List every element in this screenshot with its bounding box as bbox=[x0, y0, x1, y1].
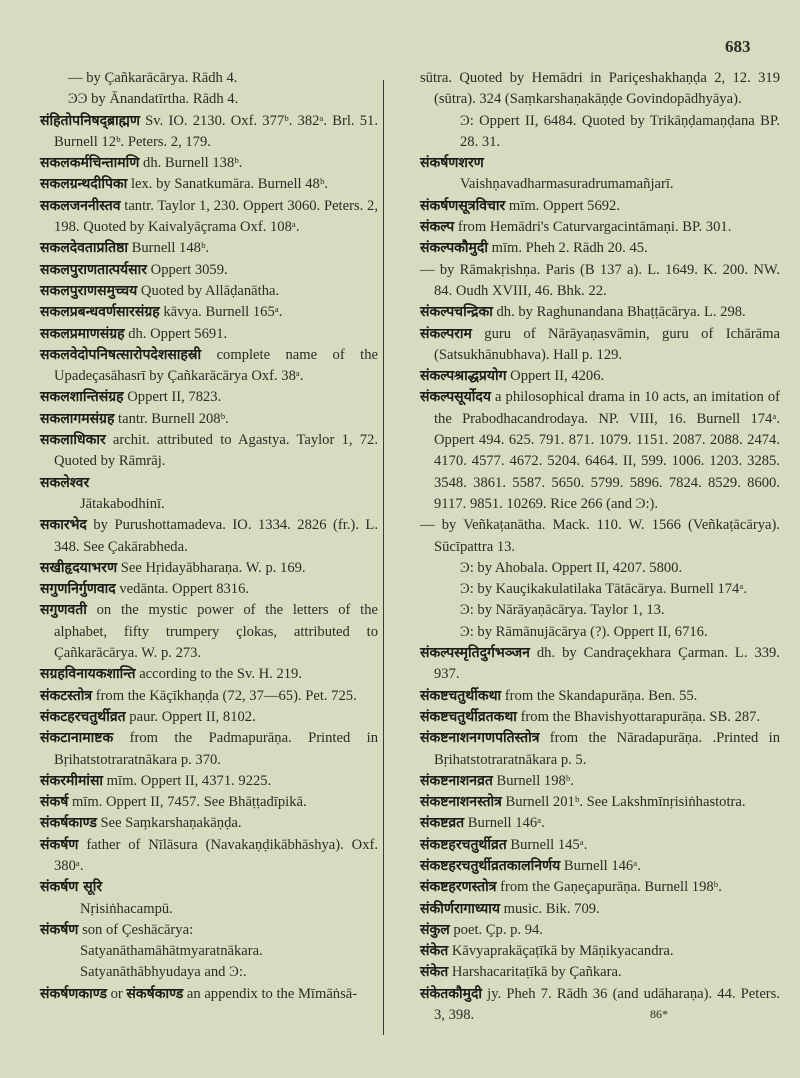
catalogue-entry bbox=[40, 835, 378, 878]
entry-headword: संकल्पराम bbox=[420, 325, 472, 342]
entry-headword: संकष्टव्रत bbox=[420, 815, 465, 832]
entry-subline: Ͽ: by Kauçikakulatilaka Tātācārya. Burnell 174ᵃ. bbox=[460, 581, 747, 598]
entry-headword: सकलेश्वर bbox=[40, 474, 90, 491]
catalogue-entry bbox=[40, 196, 378, 239]
entry-text: Harshacaritaṭīkā by Çañkara. bbox=[448, 964, 622, 981]
entry-text: paur. Oppert II, 8102. bbox=[125, 708, 256, 725]
entry-headword: सकलागमसंग्रह bbox=[40, 410, 115, 427]
catalogue-entry bbox=[40, 792, 378, 813]
entry-headword: संकष्टहरचतुर्थीव्रतकालनिर्णय bbox=[420, 857, 561, 874]
catalogue-entry bbox=[40, 89, 378, 110]
catalogue-entry bbox=[420, 962, 780, 983]
entry-headword: सकलाधिकार bbox=[40, 432, 106, 449]
entry-text: Burnell 148ᵇ. bbox=[127, 240, 210, 257]
catalogue-entry bbox=[40, 515, 378, 558]
catalogue-entry bbox=[40, 260, 378, 281]
catalogue-entry bbox=[40, 430, 378, 473]
left-column bbox=[40, 68, 378, 1005]
entry-subline: Vaishṇavadharmasuradrumamañjarī. bbox=[460, 176, 674, 193]
entry-subline: Ͽ: by Ahobala. Oppert II, 4207. 5800. bbox=[460, 559, 683, 576]
entry-headword: सगुणवती bbox=[40, 602, 87, 619]
entry-headword: संकल्पकौमुदी bbox=[420, 240, 488, 257]
catalogue-entry bbox=[40, 473, 378, 494]
catalogue-entry bbox=[40, 111, 378, 154]
entry-subline: Satyanāthābhyudaya and Ͽ:. bbox=[80, 964, 247, 981]
catalogue-entry bbox=[40, 920, 378, 941]
catalogue-entry bbox=[40, 877, 378, 898]
catalogue-entry bbox=[420, 899, 780, 920]
entry-headword: संहितोपनिषद्ब्राह्मण bbox=[40, 112, 140, 129]
catalogue-entry bbox=[40, 302, 378, 323]
entry-headword-alt: संकर्षकाण्ड bbox=[126, 985, 184, 1002]
catalogue-entry bbox=[420, 792, 780, 813]
entry-text: Kāvyaprakāçaṭīkā by Māṇikyacandra. bbox=[448, 943, 674, 960]
catalogue-entry bbox=[40, 174, 378, 195]
entry-text: Sv. IO. 2130. Oxf. 377ᵇ. 382ᵃ. Brl. 51. Burnell 12ᵇ. Peters. 2, 179. bbox=[54, 112, 378, 150]
entry-headword: सगुणनिर्गुणवाद bbox=[40, 581, 116, 598]
catalogue-entry bbox=[420, 515, 780, 558]
entry-headword: संकीर्णरागाध्याय bbox=[420, 900, 500, 917]
entry-text: from the Kāçīkhaṇḍa (72, 37—65). Pet. 725. bbox=[92, 687, 357, 704]
entry-headword: संकर्षण bbox=[40, 836, 79, 853]
catalogue-entry bbox=[40, 345, 378, 388]
entry-text: dh. Oppert 5691. bbox=[124, 325, 228, 342]
entry-headword: सकलकर्मचिन्तामणि bbox=[40, 155, 140, 172]
entry-headword: संकटस्तोत्र bbox=[40, 687, 93, 704]
entry-text: mīm. Pheh 2. Rādh 20. 45. bbox=[487, 240, 648, 257]
entry-text: Burnell 146ᵃ. bbox=[560, 857, 641, 874]
entry-headword: संकष्टचतुर्थीकथा bbox=[420, 687, 502, 704]
catalogue-entry bbox=[420, 941, 780, 962]
entry-text: from the Skandapurāṇa. Ben. 55. bbox=[501, 687, 698, 704]
entry-headword: सकलपुराणतात्पर्यसार bbox=[40, 261, 147, 278]
entry-headword: संकर्षणकाण्ड bbox=[40, 985, 107, 1002]
entry-headword: सग्रहविनायकशान्ति bbox=[40, 666, 136, 683]
entry-text: Burnell 145ᵃ. bbox=[506, 836, 588, 853]
catalogue-entry bbox=[420, 153, 780, 174]
entry-text: son of Çeshācārya: bbox=[78, 921, 194, 938]
entry-headword: सकलदेवताप्रतिष्ठा bbox=[40, 240, 128, 257]
entry-text: kāvya. Burnell 165ᵃ. bbox=[159, 304, 283, 321]
catalogue-entry bbox=[40, 984, 378, 1005]
entry-headword: संकल्प bbox=[420, 219, 455, 236]
catalogue-entry bbox=[420, 686, 780, 707]
entry-text: dh. by Candraçekhara Çarman. L. 339. 937. bbox=[434, 645, 780, 683]
entry-text: Quoted by Allāḍanātha. bbox=[137, 282, 280, 299]
catalogue-entry bbox=[40, 281, 378, 302]
entry-subline: Ͽ: Oppert II, 6484. Quoted by Trikāṇḍamaṇḍana BP. 28. 31. bbox=[460, 112, 780, 150]
catalogue-entry bbox=[40, 813, 378, 834]
entry-text: father of Nīlāsura (Navakaṇḍikābhāshya). Oxf. 380ᵃ. bbox=[54, 836, 378, 874]
entry-headword: सकलप्रमाणसंग्रह bbox=[40, 325, 125, 342]
entry-subline: Satyanāthamāhātmyaratnākara. bbox=[80, 943, 263, 960]
catalogue-entry bbox=[40, 707, 378, 728]
entry-headword: सकलग्रन्थदीपिका bbox=[40, 176, 128, 193]
entry-text: See Saṃkarshaṇakāṇḍa. bbox=[96, 815, 242, 832]
catalogue-entry bbox=[40, 68, 378, 89]
entry-text: according to the Sv. H. 219. bbox=[135, 666, 302, 683]
catalogue-entry bbox=[420, 984, 780, 1027]
entry-headword: संकेत bbox=[420, 943, 449, 960]
catalogue-entry bbox=[420, 238, 780, 259]
catalogue-entry bbox=[420, 643, 780, 686]
entry-headword: संकष्टहरचतुर्थीव्रत bbox=[420, 836, 507, 853]
catalogue-entry bbox=[420, 771, 780, 792]
page-number: 683 bbox=[725, 37, 751, 56]
entry-headword: संकर्षकाण्ड bbox=[40, 815, 97, 832]
entry-headword: संकेतकौमुदी bbox=[420, 985, 483, 1002]
entry-text: sūtra. Quoted by Hemādri in Pariçeshakhaṇḍa 2, 12. 319 (sūtra). 324 (Saṃkarshaṇakāṇḍe Govindopādhyāya). bbox=[420, 70, 780, 108]
catalogue-entry bbox=[40, 579, 378, 600]
entry-text: a philosophical drama in 10 acts, an imitation of the Prabodhacandrodaya. NP. VIII, 16. Burnell 174ᵃ. Oppert 494. 625. 791. 871. 1079. 1151. 2087. 2088. 2474. 4170. 4577. 4672. 5204. 6464. II, 599. 1006. 1203. 3285. 3548. 3861. 5587. 5650. 5799. 5896. 7824. 8529. 8600. 9117. 9851. 10269. Rice 266 (and Ͽ:). bbox=[434, 389, 780, 512]
catalogue-entry bbox=[420, 856, 780, 877]
entry-text: vedānta. Oppert 8316. bbox=[115, 581, 250, 598]
catalogue-entry bbox=[40, 664, 378, 685]
entry-headword: संकर्षणसूत्रविचार bbox=[420, 197, 506, 214]
entry-headword: संकष्टनाशनगणपतिस्तोत्र bbox=[420, 730, 540, 747]
entry-text: Burnell 198ᵇ. bbox=[492, 772, 574, 789]
entry-text: Oppert 3059. bbox=[147, 261, 228, 278]
entry-headword: संकष्टहरणस्तोत्र bbox=[420, 879, 497, 896]
catalogue-entry bbox=[420, 877, 780, 898]
entry-headword: सखीहृदयाभरण bbox=[40, 559, 118, 576]
entry-text: mīm. Oppert 5692. bbox=[505, 197, 620, 214]
entry-headword: सकलपुराणसमुच्चय bbox=[40, 282, 138, 299]
entry-text: Oppert II, 4206. bbox=[506, 368, 605, 385]
entry-headword: संकर्षण bbox=[40, 921, 79, 938]
catalogue-entry bbox=[40, 409, 378, 430]
catalogue-entry bbox=[420, 728, 780, 771]
entry-subline: Jātakabodhinī. bbox=[80, 495, 165, 512]
catalogue-entry bbox=[420, 260, 780, 303]
catalogue-entry bbox=[420, 387, 780, 515]
entry-headword: संकल्पसूर्योदय bbox=[420, 389, 491, 406]
catalogue-entry bbox=[420, 217, 780, 238]
entry-text: Burnell 201ᵇ. See Lakshmīnṛisiṅhastotra. bbox=[501, 794, 746, 811]
entry-subline: Nṛisiṅhacampū. bbox=[80, 900, 173, 917]
catalogue-entry bbox=[420, 68, 780, 111]
entry-text: guru of Nārāyaṇasvāmin, guru of Ichārāma (Satsukhānubhava). Hall p. 129. bbox=[434, 325, 780, 363]
entry-text: music. Bik. 709. bbox=[499, 900, 600, 917]
entry-text: tantr. Taylor 1, 230. Oppert 3060. Peters. 2, 198. Quoted by Kaivalyāçrama Oxf. 108ᵃ. bbox=[54, 197, 378, 236]
entry-headword: संकुल bbox=[420, 921, 450, 938]
catalogue-entry bbox=[420, 302, 780, 323]
entry-text: — by Rāmakṛishṇa. Paris (B 137 a). L. 1649. K. 200. NW. 84. Oudh XVIII, 46. Bhk. 22. bbox=[420, 261, 780, 299]
entry-text: mīm. Oppert II, 7457. See Bhāṭṭadīpikā. bbox=[68, 794, 307, 811]
entry-text: from the Padmapurāṇa. Printed in Bṛihatstotraratnākara p. 370. bbox=[54, 730, 378, 768]
entry-headword: संकेत bbox=[420, 964, 449, 981]
entry-text: mīm. Oppert II, 4371. 9225. bbox=[103, 772, 272, 789]
entry-text: tantr. Burnell 208ᵇ. bbox=[114, 410, 229, 427]
entry-subline: Ͽ: by Rāmānujācārya (?). Oppert II, 6716. bbox=[460, 623, 708, 640]
catalogue-entry bbox=[420, 835, 780, 856]
entry-headword: सकारभेद bbox=[40, 517, 87, 534]
entry-headword: सकलशान्तिसंग्रह bbox=[40, 389, 124, 406]
entry-headword: संकर्षणशरण bbox=[420, 155, 484, 172]
catalogue-entry bbox=[420, 920, 780, 941]
entry-text: dh. Burnell 138ᵇ. bbox=[139, 155, 243, 172]
entry-text: from Hemādri's Caturvargacintāmaṇi. BP. 301. bbox=[454, 219, 732, 236]
entry-headword: संकल्पचन्द्रिका bbox=[420, 304, 493, 321]
catalogue-entry bbox=[420, 196, 780, 217]
catalogue-entry bbox=[40, 686, 378, 707]
catalogue-entry bbox=[420, 813, 780, 834]
entry-text: — by Veñkaṭanātha. Mack. 110. W. 1566 (Veñkaṭācārya). Sūcīpattra 13. bbox=[420, 517, 780, 555]
entry-text: from the Gaṇeçapurāṇa. Burnell 198ᵇ. bbox=[496, 879, 722, 896]
entry-text: Oppert II, 7823. bbox=[123, 389, 222, 406]
catalogue-entry bbox=[40, 387, 378, 408]
catalogue-entry bbox=[40, 238, 378, 259]
column-divider bbox=[383, 80, 384, 1035]
entry-headword: सकलजननीस्तव bbox=[40, 197, 121, 214]
catalogue-entry bbox=[40, 324, 378, 345]
entry-headword: संकटानामाष्टक bbox=[40, 730, 114, 747]
entry-headword: सकलप्रबन्धवर्णसारसंग्रह bbox=[40, 304, 160, 321]
entry-headword: संकर्ष bbox=[40, 794, 69, 811]
entry-text: by Purushottamadeva. IO. 1334. 2826 (fr.). L. 348. See Çakārabheda. bbox=[54, 517, 378, 555]
catalogue-entry bbox=[420, 324, 780, 367]
entry-text: complete name of the Upadeçasāhasrī by Çañkarācārya Oxf. 38ᵃ. bbox=[54, 346, 378, 385]
catalogue-entry bbox=[420, 707, 780, 728]
entry-text: dh. by Raghunandana Bhaṭṭācārya. L. 298. bbox=[492, 304, 746, 321]
right-column bbox=[420, 68, 780, 1026]
entry-text: See Hṛidayābharaṇa. W. p. 169. bbox=[117, 559, 306, 576]
entry-text: on the mystic power of the letters of the alphabet, fifty trumpery çlokas, attributed to Çañkarācārya. W. p. 273. bbox=[54, 602, 378, 662]
catalogue-entry bbox=[40, 600, 378, 664]
entry-text: — by Çañkarācārya. Rādh 4. bbox=[68, 70, 238, 86]
catalogue-entry bbox=[40, 771, 378, 792]
entry-text: archit. attributed to Agastya. Taylor 1, 72. Quoted by Rāmrāj. bbox=[54, 432, 378, 470]
entry-text: poet. Çp. p. 94. bbox=[449, 921, 543, 938]
entry-headword: संकष्टचतुर्थीव्रतकथा bbox=[420, 708, 517, 725]
entry-headword: संकष्टनाशनव्रत bbox=[420, 772, 493, 789]
entry-headword: सकलवेदोपनिषत्सारोपदेशसाहस्री bbox=[40, 346, 202, 363]
entry-text: from the Bhavishyottarapurāṇa. SB. 287. bbox=[516, 708, 761, 725]
entry-headword: संकल्पश्राद्धप्रयोग bbox=[420, 368, 507, 385]
entry-text: ϿϿ by Ānandatīrtha. Rādh 4. bbox=[68, 91, 239, 108]
entry-connector: or bbox=[106, 985, 127, 1002]
footer-signature: 86* bbox=[650, 1007, 668, 1021]
catalogue-entry bbox=[40, 558, 378, 579]
entry-text: lex. by Sanatkumāra. Burnell 48ᵇ. bbox=[127, 176, 328, 193]
entry-text: jy. Pheh 7. Rādh 36 (and udāharaṇa). 44. Peters. 3, 398. bbox=[434, 985, 780, 1024]
entry-headword: संकटहरचतुर्थीव्रत bbox=[40, 708, 126, 725]
catalogue-entry bbox=[420, 366, 780, 387]
entry-headword: संकरमीमांसा bbox=[40, 772, 104, 789]
entry-text: an appendix to the Mīmāṅsā- bbox=[183, 985, 358, 1002]
entry-headword: संकष्टनाशनस्तोत्र bbox=[420, 794, 502, 811]
entry-subline: Ͽ: by Nārāyaṇācārya. Taylor 1, 13. bbox=[460, 602, 665, 619]
entry-text: from the Nāradapurāṇa. .Printed in Bṛihatstotraratnākara p. 5. bbox=[434, 730, 780, 768]
entry-headword: संकल्पस्मृतिदुर्गभञ्जन bbox=[420, 645, 530, 662]
catalogue-entry bbox=[40, 153, 378, 174]
entry-text: Burnell 146ᵃ. bbox=[464, 815, 545, 832]
catalogue-entry bbox=[40, 728, 378, 771]
entry-headword: संकर्षण सूरि bbox=[40, 879, 103, 896]
